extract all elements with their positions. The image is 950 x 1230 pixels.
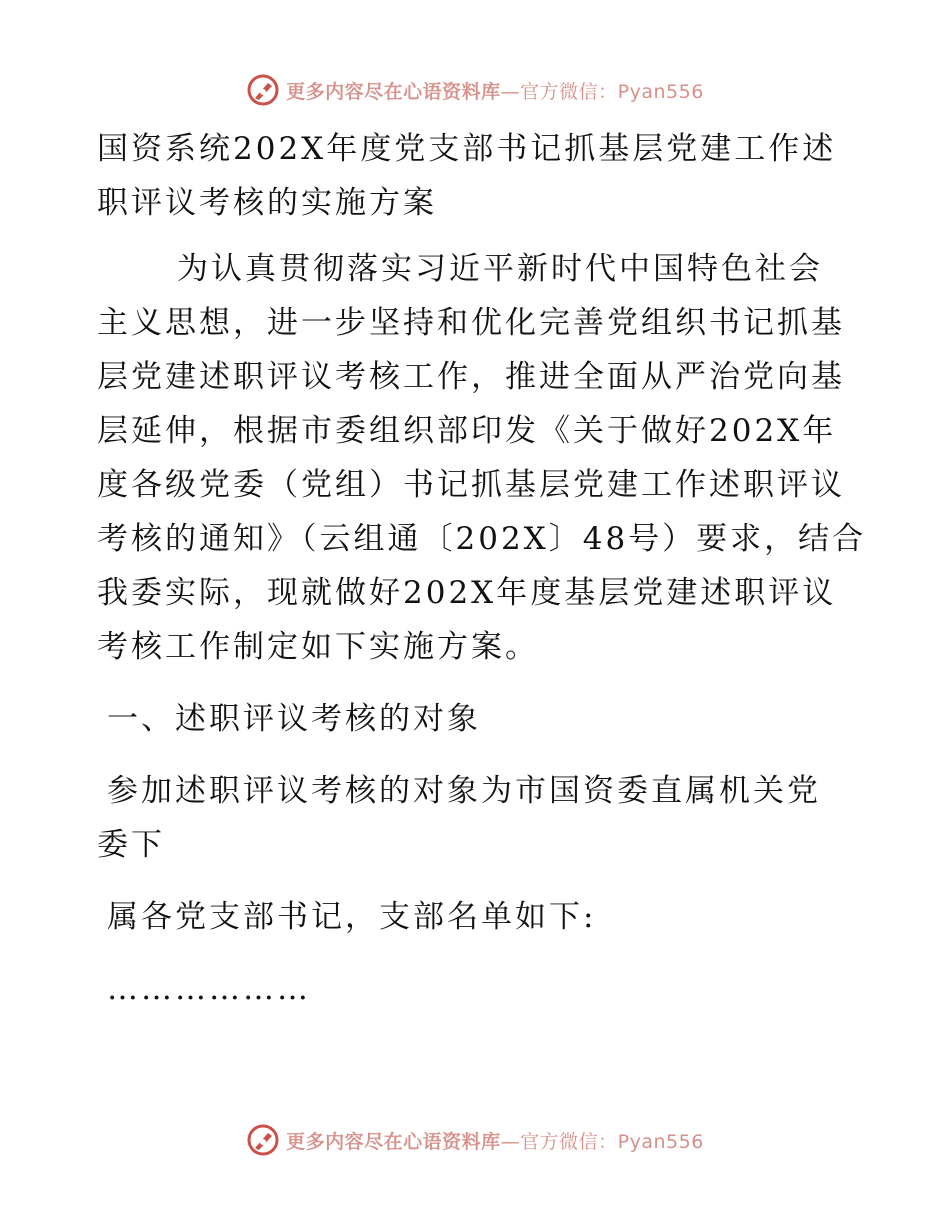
title-line: 职评议考核的实施方案 bbox=[97, 185, 437, 221]
watermark-text: 更多内容尽在心语资料库—官方微信：Pyan556 bbox=[286, 1130, 704, 1153]
document-title bbox=[97, 122, 867, 230]
watermark-text: 更多内容尽在心语资料库—官方微信：Pyan556 bbox=[286, 80, 704, 103]
ellipsis-placeholder: ……………… bbox=[107, 971, 311, 1007]
branch-list-intro: 属各党支部书记，支部名单如下: bbox=[107, 899, 597, 935]
pen-circle-logo-icon bbox=[246, 73, 280, 107]
paragraph-line: 层党建述职评议考核工作，推进全面从严治党向基 bbox=[97, 359, 845, 395]
section-paragraph bbox=[97, 764, 867, 872]
paragraph-line: 参加述职评议考核的对象为市国资委直属机关党 bbox=[107, 773, 821, 809]
paragraph-line: 度各级党委（党组）书记抓基层党建工作述职评议 bbox=[97, 467, 845, 503]
section-heading: 一、述职评议考核的对象 bbox=[107, 701, 481, 737]
pen-circle-logo-icon bbox=[246, 1123, 280, 1157]
paragraph-line: 为认真贯彻落实习近平新时代中国特色社会 bbox=[177, 251, 823, 287]
paragraph-line: 我委实际，现就做好202X年度基层党建述职评议 bbox=[97, 575, 837, 611]
paragraph-line: 考核工作制定如下实施方案。 bbox=[97, 629, 539, 665]
paragraph-line: 考核的通知》（云组通〔202X〕48号）要求，结合 bbox=[97, 521, 867, 557]
header-watermark bbox=[0, 70, 950, 110]
paragraph-line: 委下 bbox=[97, 827, 165, 863]
intro-paragraph bbox=[97, 242, 867, 674]
footer-watermark bbox=[0, 1120, 950, 1160]
document-body bbox=[97, 122, 867, 1016]
paragraph-line: 层延伸，根据市委组织部印发《关于做好202X年 bbox=[97, 413, 837, 449]
title-line: 国资系统202X年度党支部书记抓基层党建工作述 bbox=[97, 131, 837, 167]
paragraph-line: 主义思想，进一步坚持和优化完善党组织书记抓基 bbox=[97, 305, 845, 341]
